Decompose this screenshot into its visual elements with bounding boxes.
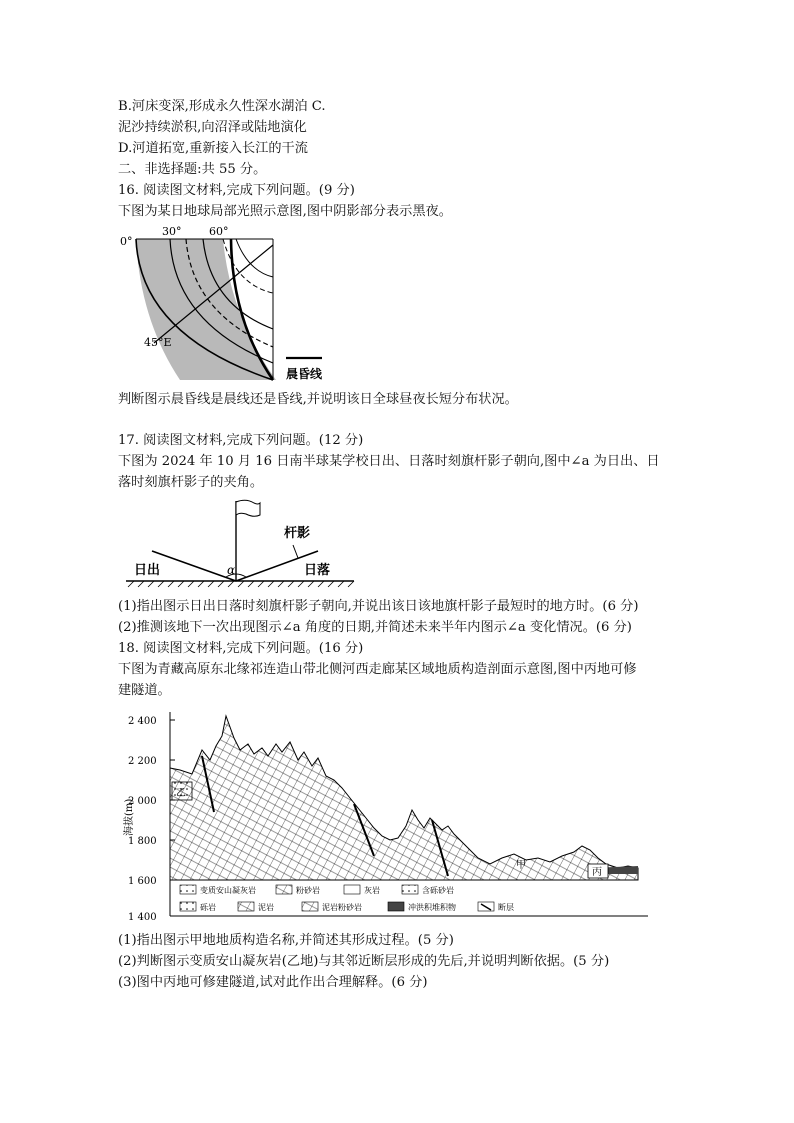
q18-title: 18. 阅读图文材料,完成下列问题。(16 分)	[118, 641, 364, 656]
lat0-label: 0°	[120, 235, 133, 248]
ytick-1400: 1 400	[128, 912, 157, 923]
option-c-line: 泥沙持续淤积,向沼泽或陆地演化	[118, 120, 307, 135]
sunrise-shadow	[152, 551, 236, 581]
legend-item-1: 粉砂岩	[296, 886, 320, 895]
q17-title: 17. 阅读图文材料,完成下列问题。(12 分)	[118, 433, 364, 448]
q16-question: 判断图示晨昏线是晨线还是昏线,并说明该日全球昼夜长短分布状况。	[118, 392, 518, 407]
q18-question1: (1)指出图示甲地地质构造名称,并简述其形成过程。(5 分)	[118, 933, 454, 948]
sunrise-label: 日出	[134, 563, 161, 578]
q16-title: 16. 阅读图文材料,完成下列问题。(9 分)	[118, 183, 355, 198]
y-axis-label: 海拔(m)	[124, 798, 135, 836]
q16-intro: 下图为某日地球局部光照示意图,图中阴影部分表示黑夜。	[118, 204, 452, 219]
lon-label: 45°E	[144, 336, 172, 349]
legend	[180, 885, 514, 912]
ytick-2200: 2 200	[128, 756, 157, 767]
q17-flagpole-figure	[118, 495, 368, 595]
q18-geology-section-figure	[118, 708, 658, 928]
q17-intro-cont: 落时刻旗杆影子的夹角。	[118, 475, 264, 490]
ground-hatching	[128, 581, 354, 587]
legend-item-2: 灰岩	[364, 886, 380, 895]
section-heading: 二、非选择题:共 55 分。	[118, 162, 267, 177]
legend-item-8: 断层	[498, 903, 514, 912]
angle-label: α	[227, 563, 236, 577]
q17-intro: 下图为 2024 年 10 月 16 日南半球某学校日出、日落时刻旗杆影子朝向,图中∠a 为日出、日	[118, 454, 660, 469]
shadow-label: 杆影	[284, 526, 311, 541]
flag	[236, 500, 260, 516]
lat30-label: 30°	[162, 225, 182, 238]
option-d-line: D.河道拓宽,重新接入长江的干流	[118, 141, 308, 156]
ytick-1600: 1 600	[128, 876, 157, 887]
ytick-1800: 1 800	[128, 836, 157, 847]
legend-label: 晨昏线	[286, 367, 323, 381]
terrain-profile	[170, 716, 638, 880]
legend-item-7: 冲洪积堆积物	[408, 903, 456, 912]
option-b-line: B.河床变深,形成永久性深水湖泊 C.	[118, 99, 326, 114]
sunset-label: 日落	[304, 563, 331, 578]
legend-item-0: 变质安山凝灰岩	[200, 886, 256, 895]
legend-item-4: 砾岩	[200, 903, 216, 912]
shadow-pointer	[293, 545, 298, 558]
q17-question2: (2)推测该地下一次出现图示∠a 角度的日期,并简述未来半年内图示∠a 变化情况。(6 分)	[118, 620, 632, 635]
q18-question2: (2)判断图示变质安山凝灰岩(乙地)与其邻近断层形成的先后,并说明判断依据。(5 分)	[118, 954, 610, 969]
legend-item-3: 含砾砂岩	[422, 886, 454, 895]
yi-label: 乙	[176, 788, 186, 799]
q17-question1: (1)指出图示日出日落时刻旗杆影子朝向,并说出该日该地旗杆影子最短时的地方时。(6 分)	[118, 599, 639, 614]
ytick-2000: 2 000	[128, 796, 157, 807]
q18-question3: (3)图中丙地可修建隧道,试对此作出合理解释。(6 分)	[118, 975, 428, 990]
lat60-label: 60°	[209, 225, 229, 238]
q18-intro-cont: 建隧道。	[118, 683, 171, 698]
q16-illumination-figure	[118, 225, 338, 385]
q18-intro: 下图为青藏高原东北缘祁连造山带北侧河西走廊某区域地质构造剖面示意图,图中丙地可修	[118, 662, 637, 677]
legend-item-6: 泥岩粉砂岩	[322, 903, 362, 912]
jia-label: 甲	[516, 860, 526, 871]
bing-label: 丙	[592, 867, 602, 878]
ytick-2400: 2 400	[128, 716, 157, 727]
legend-item-5: 泥岩	[258, 903, 274, 912]
